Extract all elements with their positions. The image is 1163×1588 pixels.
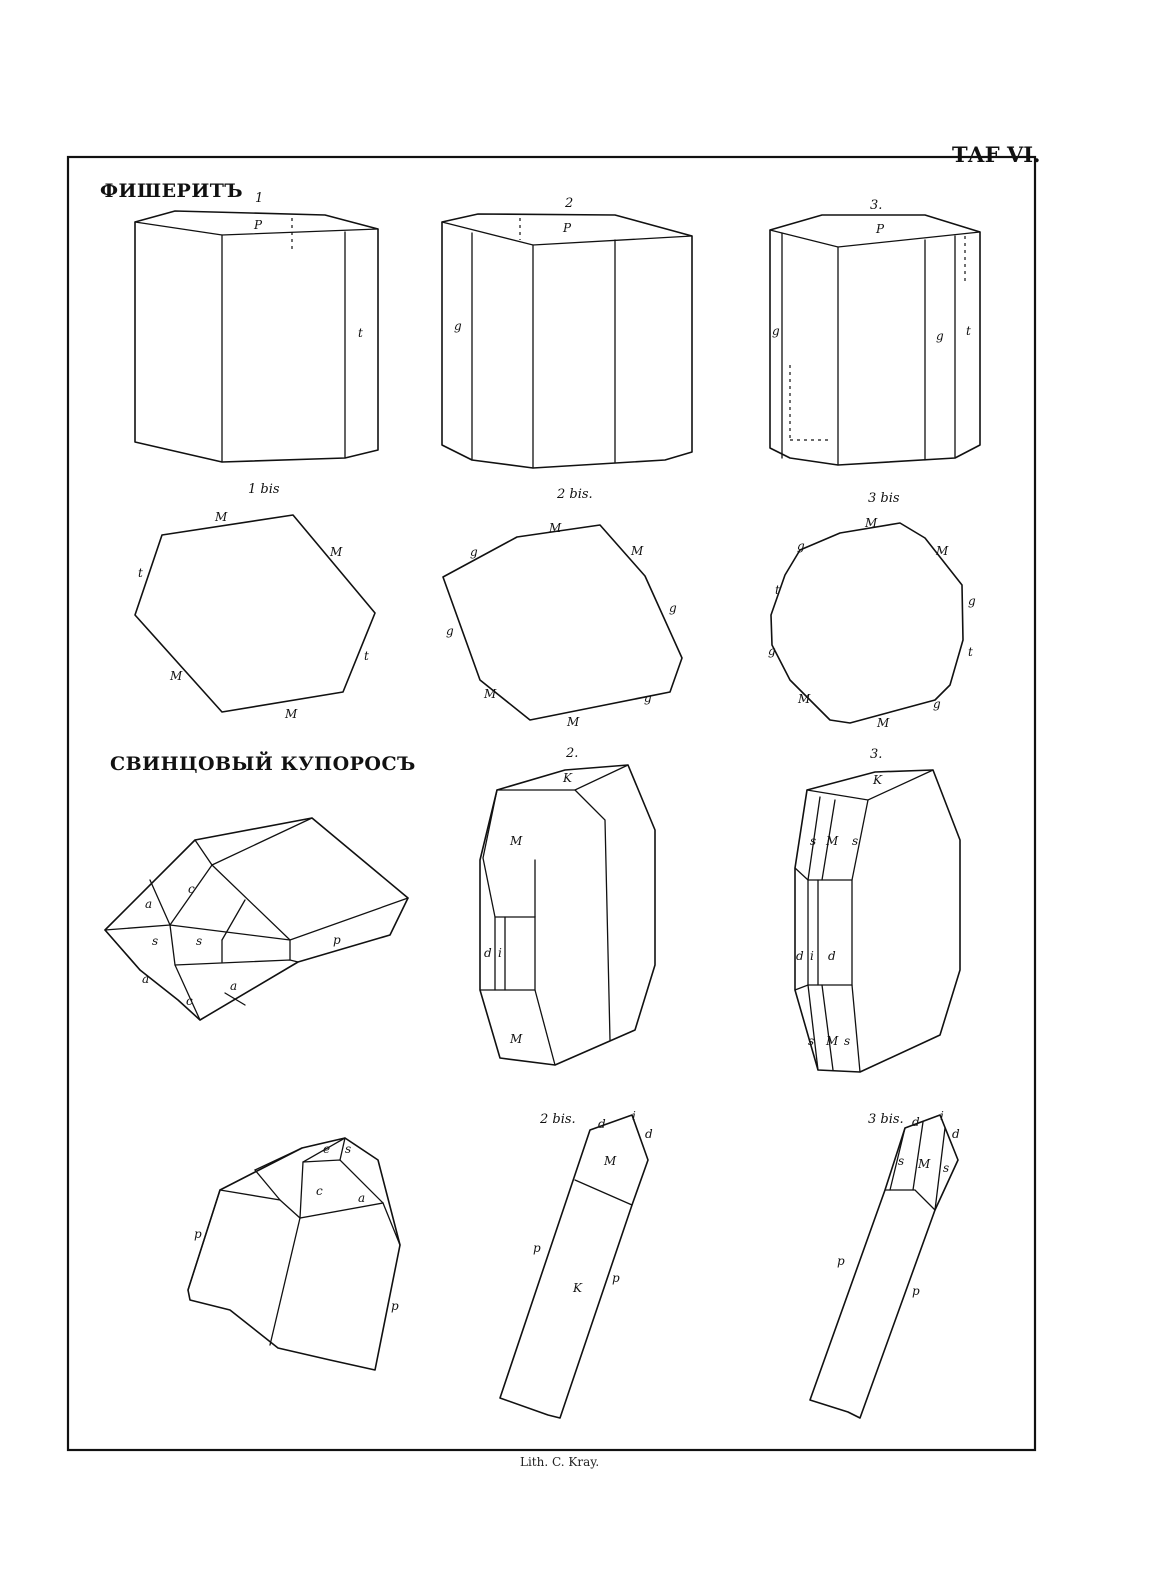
figure-label-2: 2 xyxy=(565,196,574,211)
face-label-s: s xyxy=(898,1154,905,1168)
figure-label-3bis: 3 bis xyxy=(868,491,900,506)
face-label-p: p xyxy=(533,1241,541,1255)
face-label-p: p xyxy=(912,1284,920,1298)
face-label-M: M xyxy=(215,510,228,524)
face-label-P: P xyxy=(563,221,572,235)
plate-number: ТАF VI. xyxy=(952,142,1041,167)
face-label-c: c xyxy=(188,882,195,896)
crystal-lead-vitriol-1 xyxy=(105,818,408,1020)
figure-label-1bis: 1 bis xyxy=(248,482,280,497)
face-label-t: t xyxy=(358,326,363,340)
face-label-g: g xyxy=(446,624,454,638)
face-label-s: s xyxy=(943,1161,950,1175)
face-label-M: M xyxy=(631,544,644,558)
face-label-K: K xyxy=(573,1281,582,1295)
figure-label-lv-3bis: 3 bis. xyxy=(868,1112,904,1127)
face-label-M: M xyxy=(567,715,580,729)
face-label-d: d xyxy=(484,946,492,960)
face-label-d: d xyxy=(598,1117,606,1131)
face-label-d: d xyxy=(796,949,804,963)
face-label-i: i xyxy=(632,1109,636,1123)
lithographer-credit: Lith. C. Kray. xyxy=(520,1455,600,1469)
face-label-M: M xyxy=(484,687,497,701)
face-label-M: M xyxy=(918,1157,931,1171)
face-label-d: d xyxy=(645,1127,653,1141)
figure-label-lv-2: 2. xyxy=(566,746,579,761)
face-label-i: i xyxy=(498,946,502,960)
face-label-s: s xyxy=(844,1034,851,1048)
figure-label-1: 1 xyxy=(255,191,264,206)
figure-label-lv-2bis: 2 bis. xyxy=(540,1112,576,1127)
face-label-p: p xyxy=(612,1271,620,1285)
face-label-M: M xyxy=(330,545,343,559)
face-label-t: t xyxy=(775,583,780,597)
face-label-c: c xyxy=(316,1184,323,1198)
crystal-fischerite-3 xyxy=(770,215,980,465)
crystal-lead-vitriol-2bis xyxy=(500,1109,653,1418)
face-label-M: M xyxy=(604,1154,617,1168)
face-label-M: M xyxy=(510,834,523,848)
face-label-M: M xyxy=(510,1032,523,1046)
face-label-i: i xyxy=(810,949,814,963)
face-label-g: g xyxy=(454,319,462,333)
face-label-i: i xyxy=(940,1109,944,1123)
face-label-a: a xyxy=(145,897,153,911)
section-fischerite-3bis xyxy=(768,516,976,730)
face-label-c: c xyxy=(186,994,193,1008)
crystal-lead-vitriol-2 xyxy=(480,765,655,1065)
face-label-g: g xyxy=(644,691,652,705)
face-label-g: g xyxy=(933,697,941,711)
face-label-P: P xyxy=(876,222,885,236)
figure-label-3: 3. xyxy=(870,198,883,213)
face-label-M: M xyxy=(877,716,890,730)
face-label-s: s xyxy=(345,1142,352,1156)
face-label-t: t xyxy=(968,645,973,659)
face-label-d: d xyxy=(912,1115,920,1129)
figure-label-2bis: 2 bis. xyxy=(557,487,593,502)
face-label-M: M xyxy=(549,521,562,535)
face-label-g: g xyxy=(768,644,776,658)
face-label-s: s xyxy=(852,834,859,848)
face-label-K: K xyxy=(873,773,882,787)
face-label-g: g xyxy=(936,329,944,343)
section-fischerite-1bis xyxy=(135,510,375,721)
face-label-M: M xyxy=(826,1034,839,1048)
crystal-fischerite-1 xyxy=(135,211,378,462)
face-label-p: p xyxy=(391,1299,399,1313)
face-label-a: a xyxy=(142,972,150,986)
face-label-M: M xyxy=(285,707,298,721)
crystal-lead-vitriol-3bis xyxy=(810,1109,960,1418)
face-label-M: M xyxy=(865,516,878,530)
face-label-s: s xyxy=(808,1034,815,1048)
section-fischerite-2bis xyxy=(443,521,682,729)
face-label-a: a xyxy=(358,1191,366,1205)
face-label-t: t xyxy=(138,566,143,580)
face-label-g: g xyxy=(470,545,478,559)
face-label-K: K xyxy=(563,771,572,785)
face-label-e: e xyxy=(323,1142,331,1156)
face-label-p: p xyxy=(837,1254,845,1268)
face-label-M: M xyxy=(936,544,949,558)
crystal-fischerite-2 xyxy=(442,214,692,468)
face-label-s: s xyxy=(196,934,203,948)
face-label-d: d xyxy=(952,1127,960,1141)
crystal-lead-vitriol-3 xyxy=(795,770,960,1072)
face-label-d: d xyxy=(828,949,836,963)
face-label-t: t xyxy=(364,649,369,663)
face-label-g: g xyxy=(797,539,805,553)
section-title-fischerite: ФИШЕРИТЪ xyxy=(100,180,244,202)
face-label-g: g xyxy=(669,601,677,615)
face-label-M: M xyxy=(170,669,183,683)
face-label-t: t xyxy=(966,324,971,338)
face-label-g: g xyxy=(772,324,780,338)
section-title-lead-vitriol: СВИНЦОВЫЙ КУПОРОСЪ xyxy=(110,753,416,775)
face-label-p: p xyxy=(194,1227,202,1241)
face-label-s: s xyxy=(152,934,159,948)
face-label-P: P xyxy=(254,218,263,232)
crystal-lead-vitriol-4 xyxy=(188,1138,400,1370)
face-label-M: M xyxy=(826,834,839,848)
face-label-s: s xyxy=(810,834,817,848)
figure-label-lv-3: 3. xyxy=(870,747,883,762)
face-label-g: g xyxy=(968,594,976,608)
face-label-p: p xyxy=(333,933,341,947)
face-label-M: M xyxy=(798,692,811,706)
face-label-a: a xyxy=(230,979,238,993)
